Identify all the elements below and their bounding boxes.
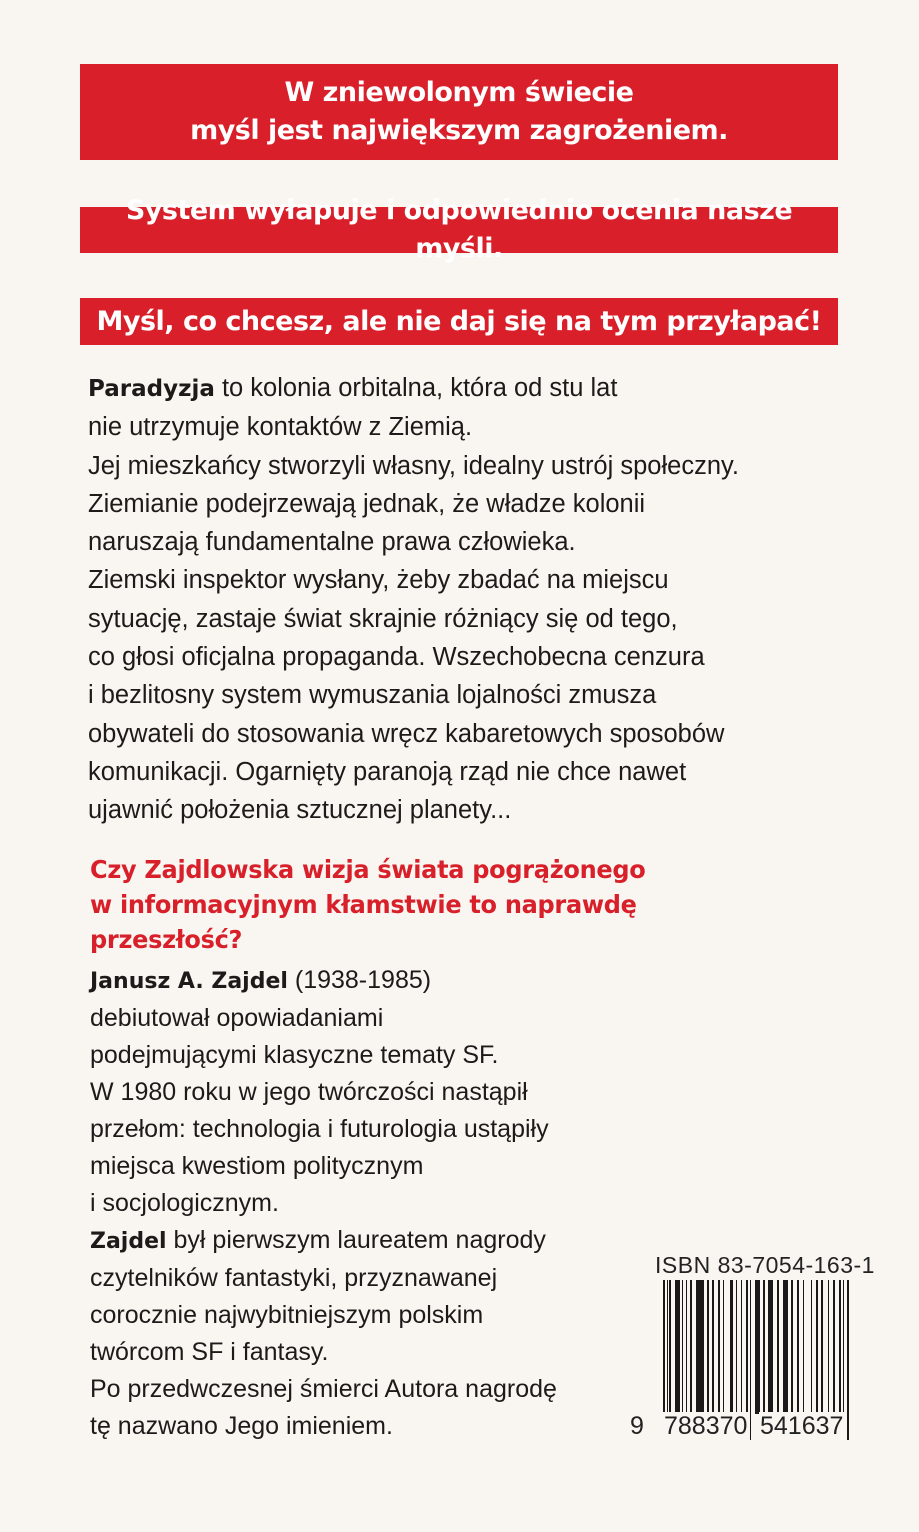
barcode-bar — [816, 1280, 818, 1414]
barcode-bar — [730, 1280, 733, 1414]
barcode-digits-right: 541637 — [760, 1412, 844, 1440]
description-line: Jej mieszkańcy stworzyli własny, idealny ustrój społeczny. — [88, 451, 739, 480]
description-line: i bezlitosny system wymuszania lojalności zmusza — [88, 681, 657, 710]
description-line: obywateli do stosowania wręcz kabaretowych sposobów — [88, 719, 725, 748]
tagline-banner-3 — [80, 298, 838, 345]
barcode-bar — [669, 1280, 671, 1414]
barcode-bar — [741, 1280, 742, 1414]
tagline-line: myśl jest największym zagrożeniem. — [190, 115, 728, 146]
barcode-bar — [768, 1280, 773, 1414]
barcode-bar — [718, 1280, 720, 1414]
description-line: sytuację, zastaje świat skrajnie różniący się od tego, — [88, 604, 678, 633]
barcode-bar — [682, 1280, 683, 1414]
barcode-bar — [707, 1280, 709, 1414]
description-line: ujawnić położenia sztucznej planety... — [88, 796, 512, 825]
barcode-bar — [690, 1280, 692, 1414]
title-bold: Paradyzja — [88, 376, 215, 402]
barcode-bar — [839, 1280, 841, 1414]
barcode-bar — [791, 1280, 793, 1414]
tagline-line: W zniewolonym świecie — [284, 77, 634, 108]
barcode-bar — [712, 1280, 714, 1414]
author-name: Janusz A. Zajdel — [90, 969, 288, 994]
barcode-bar — [696, 1280, 704, 1414]
book-description — [88, 369, 739, 830]
isbn-label: ISBN 83-7054-163-1 — [655, 1252, 875, 1278]
barcode-bar — [847, 1280, 849, 1440]
barcode-bar — [777, 1280, 779, 1414]
tagline-line: System wyłapuje i odpowiednio ocenia nasze myśli. — [125, 195, 793, 264]
barcode-bar — [723, 1280, 724, 1414]
description-line: Ziemianie podejrzewają jednak, że władze kolonii — [88, 489, 646, 518]
barcode-bar — [686, 1280, 687, 1414]
barcode-digits-left: 788370 — [664, 1412, 748, 1440]
barcode-bar — [763, 1280, 765, 1414]
description-line: Paradyzja to kolonia orbitalna, która od stu lat — [88, 374, 618, 402]
tagline-banner-2 — [80, 195, 838, 264]
description-line: co głosi oficjalna propaganda. Wszechobecna cenzura — [88, 643, 705, 672]
author-bio: Janusz A. Zajdel (1938-1985) debiutował opowiadaniami podejmującymi klasyczne tematy SF. W 1980 roku w jego twórczości nastąpił przełom: technologia i futurologia ustąpiły miejsca kwestiom politycznym i socjologicznym. Zajdel był pierwszym laureatem nagrody czytelników fantastyki, przyznawanej corocznie najwybitniejszym polskim twórcom SF i fantasy. Po przedwczesnej śmierci Autora nagrodę tę nazwano Jego imieniem. — [90, 966, 557, 1440]
description-line: naruszają fundamentalne prawa człowieka. — [88, 528, 576, 557]
description-line: Ziemski inspektor wysłany, żeby zbadać na miejscu — [88, 566, 669, 595]
barcode-bar — [811, 1280, 812, 1414]
barcode-bar — [803, 1280, 804, 1414]
barcode-digit-first: 9 — [630, 1412, 644, 1440]
barcode-bar — [828, 1280, 829, 1414]
description-line: nie utrzymuje kontaktów z Ziemią. — [88, 413, 473, 442]
tagline-banner-1 — [80, 64, 838, 160]
author-name-2: Zajdel — [90, 1229, 167, 1254]
red-question: Czy Zajdlowska wizja świata pogrążonego w informacyjnym kłamstwie to naprawdę przeszłość? — [90, 855, 646, 954]
barcode-bar — [821, 1280, 823, 1414]
barcode-bar — [675, 1280, 680, 1414]
tagline-line: Myśl, co chcesz, ale nie daj się na tym przyłapać! — [96, 305, 822, 337]
barcode-bar — [750, 1280, 751, 1440]
barcode-bar — [833, 1280, 835, 1414]
barcode-bar — [783, 1280, 788, 1414]
barcode-bar — [755, 1280, 760, 1414]
barcode-bar — [736, 1280, 737, 1414]
description-line: komunikacji. Ogarnięty paranoją rząd nie chce nawet — [88, 757, 687, 786]
barcode-bar — [797, 1280, 799, 1414]
